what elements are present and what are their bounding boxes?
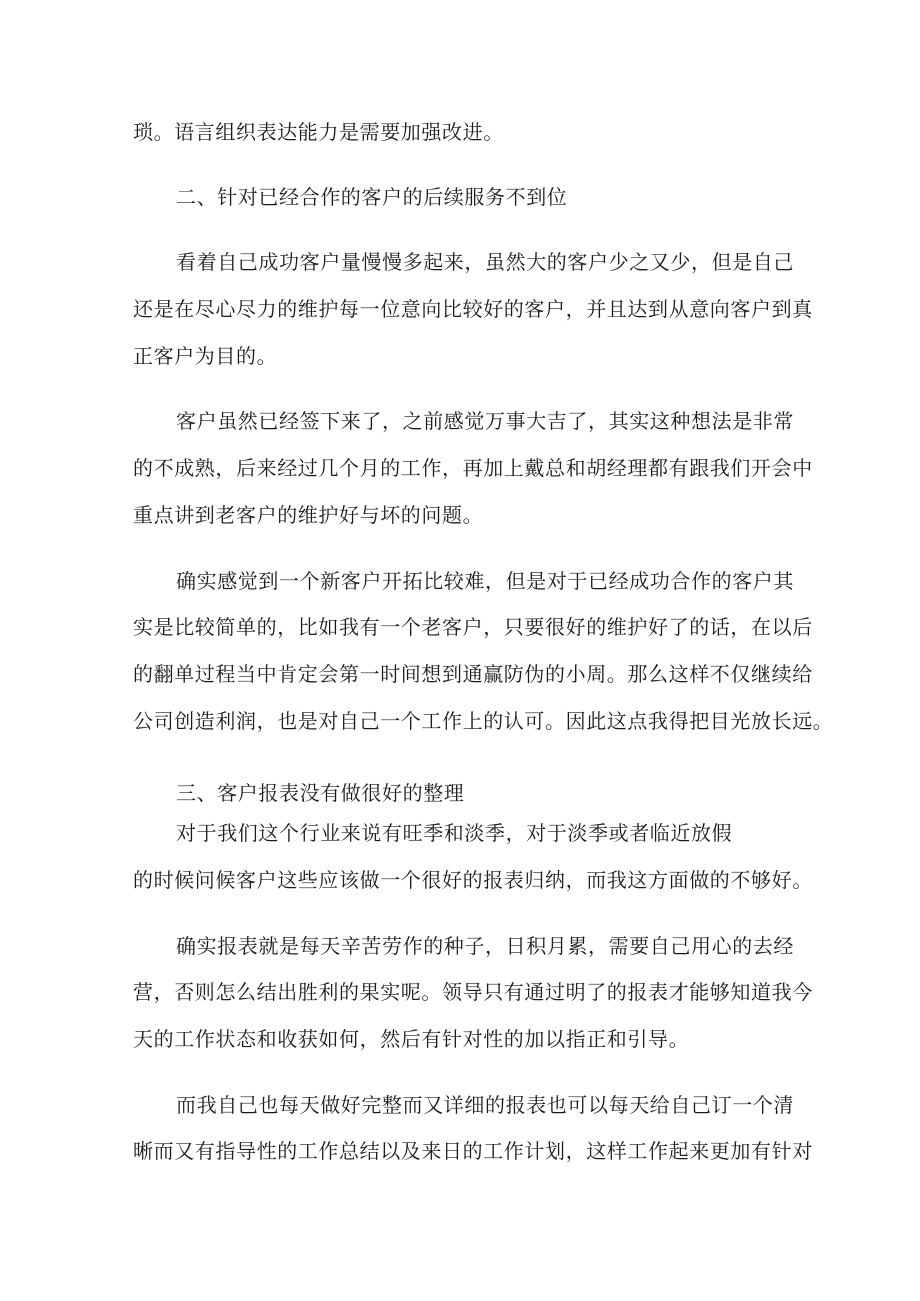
paragraph-line: 重点讲到老客户的维护好与坏的问题。 [133, 503, 484, 527]
paragraph-line: 还是在尽心尽力的维护每一位意向比较好的客户，并且达到从意向客户到真 [133, 297, 813, 321]
paragraph-line: 的翻单过程当中肯定会第一时间想到通赢防伪的小周。那么这样不仅继续给 [133, 662, 813, 686]
paragraph-line: 实是比较简单的，比如我有一个老客户，只要很好的维护好了的话，在以后 [133, 615, 813, 639]
section-heading: 二、针对已经合作的客户的后续服务不到位 [176, 185, 568, 209]
paragraph-line: 对于我们这个行业来说有旺季和淡季，对于淡季或者临近放假 [176, 821, 733, 845]
paragraph-line: 而我自己也每天做好完整而又详细的报表也可以每天给自己订一个清 [176, 1093, 794, 1117]
paragraph-line: 琐。语言组织表达能力是需要加强改进。 [133, 120, 504, 144]
paragraph-line: 天的工作状态和收获如何，然后有针对性的加以指正和引导。 [133, 1027, 690, 1051]
paragraph-line: 正客户为目的。 [133, 344, 278, 368]
paragraph-line: 的时候问候客户这些应该做一个很好的报表归纳，而我这方面做的不够好。 [133, 868, 813, 892]
paragraph-line: 的不成熟，后来经过几个月的工作，再加上戴总和胡经理都有跟我们开会中 [133, 456, 813, 480]
paragraph-line: 晰而又有指导性的工作总结以及来日的工作计划，这样工作起来更加有针对 [133, 1139, 813, 1163]
section-heading: 三、客户报表没有做很好的整理 [176, 781, 465, 805]
paragraph-line: 看着自己成功客户量慢慢多起来，虽然大的客户少之又少，但是自己 [176, 250, 794, 274]
paragraph-line: 公司创造利润，也是对自己一个工作上的认可。因此这点我得把目光放长远。 [133, 709, 834, 733]
paragraph-line: 确实报表就是每天辛苦劳作的种子，日积月累，需要自己用心的去经 [176, 934, 794, 958]
paragraph-line: 确实感觉到一个新客户开拓比较难，但是对于已经成功合作的客户其 [176, 569, 794, 593]
paragraph-line: 客户虽然已经签下来了，之前感觉万事大吉了，其实这种想法是非常 [176, 409, 794, 433]
paragraph-line: 营，否则怎么结出胜利的果实呢。领导只有通过明了的报表才能够知道我今 [133, 980, 813, 1004]
